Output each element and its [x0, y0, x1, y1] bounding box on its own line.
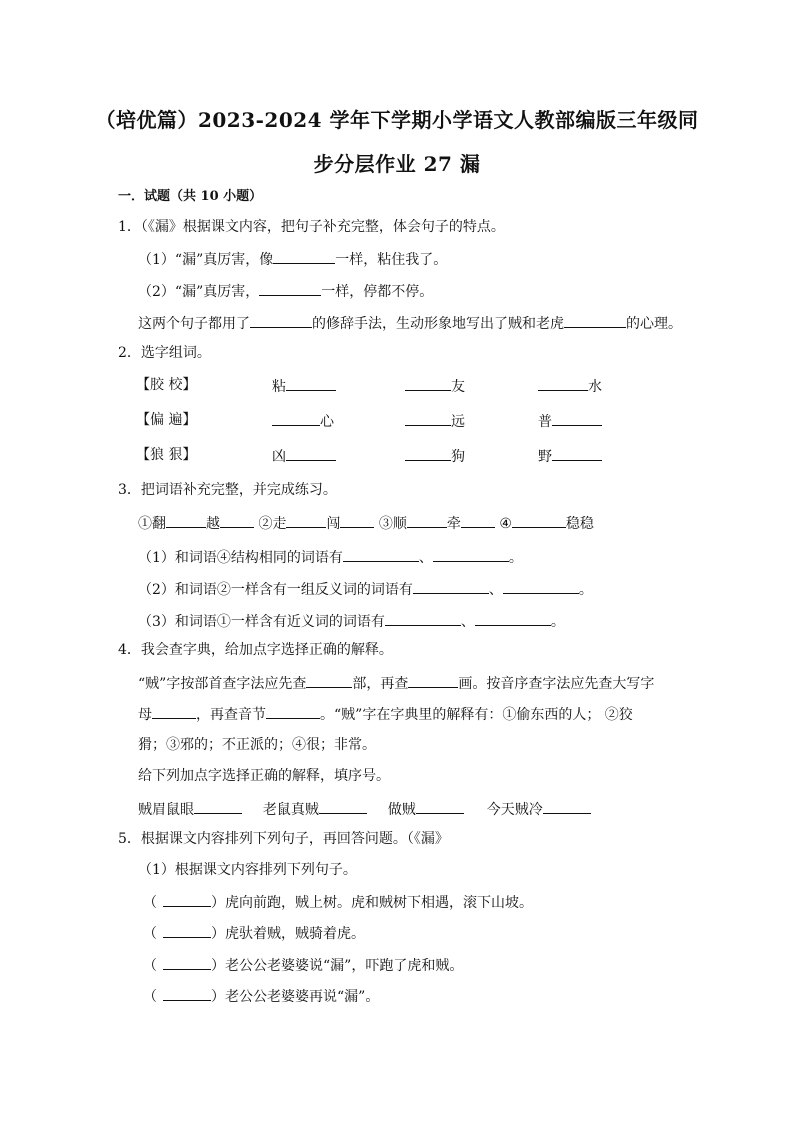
q2-row1-char3: 水 — [588, 379, 602, 395]
q5-sentence-text: ）老公公老婆婆再说“漏”。 — [211, 989, 380, 1005]
q4-line2 — [138, 704, 633, 724]
q5-sub1: （1）根据课文内容排列下列句子。 — [138, 862, 357, 878]
q3-blank[interactable] — [512, 513, 566, 528]
q3-words — [138, 513, 594, 533]
q4-item-2: 老鼠真贼 — [262, 802, 319, 818]
q3-word4-b: 稳稳 — [565, 516, 594, 532]
q3-part1-text: （1）和词语④结构相同的词语有 — [138, 550, 343, 566]
q2-blank[interactable] — [272, 411, 320, 426]
q4-item-1: 贼眉鼠眼 — [138, 802, 194, 818]
q5-paren-open: （ — [143, 895, 157, 911]
q2-row2-label: 【偏 遍】 — [136, 412, 197, 428]
q2-blank[interactable] — [552, 411, 602, 426]
q2-row3-item1 — [272, 446, 336, 466]
q2-row1-label: 【胶 校】 — [136, 377, 197, 393]
q2-blank[interactable] — [405, 446, 451, 461]
q5-blank[interactable] — [163, 986, 211, 1001]
q5-sentence-text: ）虎驮着贼，贼骑着虎。 — [211, 926, 365, 942]
q2-row3-char3: 野 — [538, 449, 552, 465]
q3-word3-b: 牵 — [446, 516, 461, 532]
q2-row3-char1: 凶 — [272, 449, 286, 465]
q3-part2-text: （2）和词语②一样含有一组反义词的词语有 — [138, 582, 413, 598]
q1-s2-text-a: （2）“漏”真厉害， — [138, 284, 260, 300]
q2-row1-item1 — [272, 376, 336, 396]
q5-stem: 5．根据课文内容排列下列句子，再回答问题。（《漏》 — [118, 831, 449, 847]
q3-word2-b: 闯 — [326, 516, 341, 532]
q2-row2-item2 — [405, 411, 465, 431]
q4-blank[interactable] — [408, 673, 458, 688]
q3-blank[interactable] — [286, 513, 326, 528]
q4-stem: 4．我会查字典，给加点字选择正确的解释。 — [118, 642, 393, 658]
q3-blank[interactable] — [413, 579, 489, 594]
q4-l2-b: ，再查音节 — [196, 707, 266, 723]
q2-blank[interactable] — [286, 376, 336, 391]
q3-blank[interactable] — [503, 579, 579, 594]
q2-blank[interactable] — [405, 411, 451, 426]
q4-l1-b: 部，再查 — [352, 676, 409, 692]
q1-blank-3[interactable] — [250, 313, 312, 328]
q5-blank[interactable] — [163, 923, 211, 938]
q1-sentence-1 — [138, 249, 447, 269]
q2-row1-item2 — [405, 376, 465, 396]
q1-s1-text-b: 一样，粘住我了。 — [335, 252, 448, 268]
q3-word2-a: ②走 — [258, 516, 287, 532]
q2-row3-label: 【狼 狠】 — [136, 447, 197, 463]
q4-blank[interactable] — [152, 704, 196, 719]
q4-line1 — [138, 673, 654, 693]
q4-l1-a: “贼”字按部首查字法应先查 — [138, 676, 307, 692]
q1-s3-text-c: 的心理。 — [626, 316, 682, 332]
q3-sep: 、 — [460, 614, 475, 630]
q3-blank[interactable] — [407, 513, 447, 528]
q3-stem: 3．把词语补充完整，并完成练习。 — [118, 482, 337, 498]
q4-l2-a: 母 — [138, 707, 152, 723]
q5-blank[interactable] — [163, 955, 211, 970]
q4-blank[interactable] — [319, 799, 367, 814]
q4-line4: 给下列加点字选择正确的解释，填序号。 — [138, 768, 390, 784]
q5-sentence-1 — [143, 892, 533, 912]
q5-paren-open: （ — [143, 958, 157, 974]
q1-blank-2[interactable] — [259, 281, 321, 296]
q3-blank[interactable] — [385, 611, 461, 626]
q4-blank[interactable] — [543, 799, 591, 814]
q5-sentence-3 — [143, 955, 463, 975]
q4-item-4: 今天贼冷 — [486, 802, 543, 818]
q4-blank[interactable] — [306, 673, 352, 688]
q3-blank[interactable] — [166, 513, 206, 528]
q1-stem: 1．（《漏》根据课文内容，把句子补充完整，体会句子的特点。 — [118, 219, 505, 235]
q5-blank[interactable] — [163, 892, 211, 907]
q5-paren-open: （ — [143, 926, 157, 942]
q1-sentence-2 — [138, 281, 433, 301]
q2-blank[interactable] — [538, 376, 588, 391]
q4-l1-c: 画。按音序查字法应先查大写字 — [458, 676, 655, 692]
q2-row2-char1: 心 — [320, 414, 334, 430]
q3-end: 。 — [508, 550, 523, 566]
q3-sep: 、 — [488, 582, 503, 598]
q3-end: 。 — [578, 582, 593, 598]
q1-s1-text-a: （1）“漏”真厉害，像 — [138, 252, 274, 268]
q1-blank-1[interactable] — [273, 249, 335, 264]
q5-sentence-text: ）虎向前跑，贼上树。虎和贼树下相遇，滚下山坡。 — [211, 895, 533, 911]
q3-end: 。 — [550, 614, 565, 630]
q3-part3 — [138, 611, 565, 631]
q4-blank[interactable] — [194, 799, 242, 814]
q2-row1-char2: 友 — [451, 379, 465, 395]
q5-sentence-2 — [143, 923, 365, 943]
q3-word1-b: 越 — [206, 516, 220, 532]
q4-items — [138, 799, 591, 819]
q2-row1-item3 — [538, 376, 602, 396]
q1-s2-text-b: 一样，停都不停。 — [321, 284, 434, 300]
title-line-2: 步分层作业 27 漏 — [313, 152, 481, 176]
q1-s3-text-a: 这两个句子都用了 — [138, 316, 250, 332]
q2-row2-char3: 普 — [538, 414, 552, 430]
q5-paren-open: （ — [143, 989, 157, 1005]
q3-word4-a: ④ — [499, 516, 512, 532]
q3-part1 — [138, 547, 523, 567]
q3-blank[interactable] — [343, 547, 419, 562]
q3-part2 — [138, 579, 593, 599]
q2-row3-item2 — [405, 446, 465, 466]
q2-blank[interactable] — [552, 446, 602, 461]
q2-row1-char1: 粘 — [272, 379, 286, 395]
q2-row2-item1 — [272, 411, 334, 431]
q4-blank[interactable] — [416, 799, 464, 814]
q4-line3: 猾；③邪的；不正派的；④很；非常。 — [138, 737, 376, 753]
q3-sep: 、 — [418, 550, 433, 566]
title-line-1: （培优篇）2023-2024 学年下学期小学语文人教部编版三年级同 — [95, 108, 699, 132]
q1-blank-4[interactable] — [564, 313, 626, 328]
q2-stem: 2．选字组词。 — [118, 345, 211, 361]
q5-sentence-4 — [143, 986, 379, 1006]
q2-row2-item3 — [538, 411, 602, 431]
q3-blank[interactable] — [220, 513, 254, 528]
q4-blank[interactable] — [266, 704, 320, 719]
q3-part3-text: （3）和词语①一样含有近义词的词语有 — [138, 614, 385, 630]
q3-blank[interactable] — [475, 611, 551, 626]
q1-sentence-3 — [138, 313, 682, 333]
q5-sentence-text: ）老公公老婆婆说“漏”，吓跑了虎和贼。 — [211, 958, 464, 974]
q2-blank[interactable] — [286, 446, 336, 461]
q1-s3-text-b: 的修辞手法，生动形象地写出了贼和老虎 — [312, 316, 564, 332]
section-heading: 一．试题（共 10 小题） — [118, 189, 263, 204]
q2-row3-item3 — [538, 446, 602, 466]
q4-l2-c: 。“贼”字在字典里的解释有：①偷东西的人； ②狡 — [320, 707, 633, 723]
q2-row2-char2: 远 — [451, 414, 465, 430]
q2-row3-char2: 狗 — [451, 449, 465, 465]
q3-word1-a: ①翻 — [138, 516, 166, 532]
q3-word3-a: ③顺 — [378, 516, 407, 532]
q3-blank[interactable] — [340, 513, 374, 528]
q4-item-3: 做贼 — [387, 802, 416, 818]
q2-blank[interactable] — [405, 376, 451, 391]
q3-blank[interactable] — [461, 513, 495, 528]
q3-blank[interactable] — [433, 547, 509, 562]
